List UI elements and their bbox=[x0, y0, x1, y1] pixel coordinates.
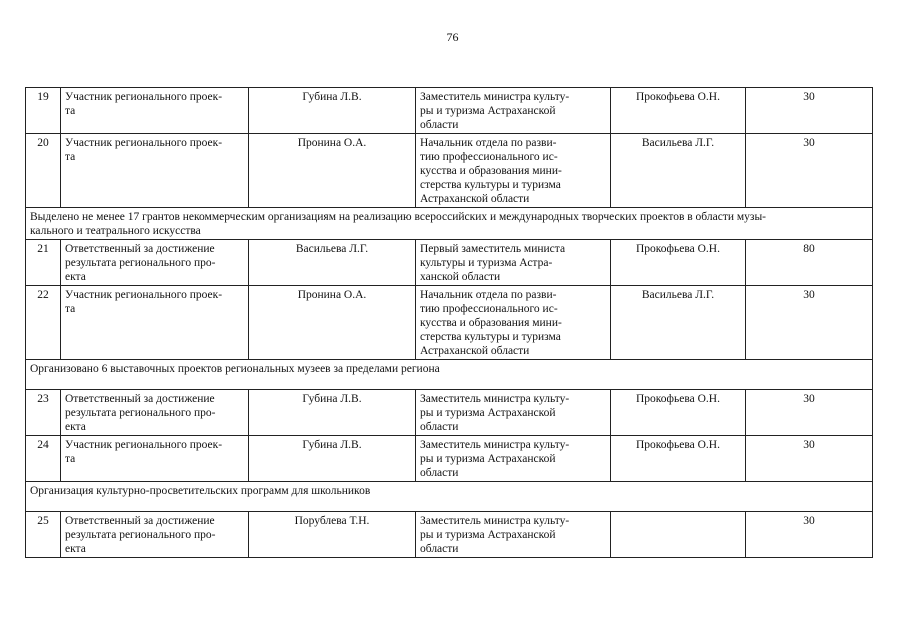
row-percent: 30 bbox=[746, 390, 873, 436]
row-position: Заместитель министра культу- ры и туризма Астраханской области bbox=[416, 390, 611, 436]
row-position: Первый заместитель министа культуры и туризма Астра- ханской области bbox=[416, 240, 611, 286]
responsibility-table bbox=[25, 87, 873, 558]
section-row bbox=[26, 360, 873, 390]
table-row bbox=[26, 88, 873, 134]
section-row bbox=[26, 208, 873, 240]
row-approver: Васильева Л.Г. bbox=[611, 286, 746, 360]
row-approver: Васильева Л.Г. bbox=[611, 134, 746, 208]
row-position: Начальник отдела по разви- тию профессионального ис- кусства и образования мини- стерства культуры и туризма Астраханской области bbox=[416, 286, 611, 360]
row-percent: 30 bbox=[746, 512, 873, 558]
table-row bbox=[26, 512, 873, 558]
row-position: Начальник отдела по разви- тию профессионального ис- кусства и образования мини- стерства культуры и туризма Астраханской области bbox=[416, 134, 611, 208]
section-heading: Организация культурно-просветительских программ для школьников bbox=[26, 482, 873, 512]
section-heading: Выделено не менее 17 грантов некоммерческим организациям на реализацию всероссийских и международных творческих проектов в области музы- кального и театрального искусства bbox=[26, 208, 873, 240]
table-row bbox=[26, 240, 873, 286]
row-name: Губина Л.В. bbox=[249, 88, 416, 134]
table-row bbox=[26, 134, 873, 208]
row-role: Участник регионального проек- та bbox=[61, 286, 249, 360]
row-percent: 30 bbox=[746, 436, 873, 482]
row-number: 24 bbox=[26, 436, 61, 482]
row-number: 20 bbox=[26, 134, 61, 208]
row-percent: 30 bbox=[746, 286, 873, 360]
row-name: Порублева Т.Н. bbox=[249, 512, 416, 558]
row-percent: 30 bbox=[746, 134, 873, 208]
page-number: 76 bbox=[446, 30, 459, 44]
row-role: Ответственный за достижение результата регионального про- екта bbox=[61, 512, 249, 558]
row-approver: Прокофьева О.Н. bbox=[611, 88, 746, 134]
row-role: Участник регионального проек- та bbox=[61, 88, 249, 134]
row-position: Заместитель министра культу- ры и туризма Астраханской области bbox=[416, 88, 611, 134]
section-row bbox=[26, 482, 873, 512]
section-heading: Организовано 6 выставочных проектов региональных музеев за пределами региона bbox=[26, 360, 873, 390]
row-position: Заместитель министра культу- ры и туризма Астраханской области bbox=[416, 436, 611, 482]
row-approver: Прокофьева О.Н. bbox=[611, 240, 746, 286]
row-name: Пронина О.А. bbox=[249, 286, 416, 360]
row-name: Губина Л.В. bbox=[249, 390, 416, 436]
row-role: Участник регионального проек- та bbox=[61, 436, 249, 482]
row-name: Пронина О.А. bbox=[249, 134, 416, 208]
row-role: Ответственный за достижение результата регионального про- екта bbox=[61, 240, 249, 286]
row-approver bbox=[611, 512, 746, 558]
row-percent: 80 bbox=[746, 240, 873, 286]
row-position: Заместитель министра культу- ры и туризма Астраханской области bbox=[416, 512, 611, 558]
row-approver: Прокофьева О.Н. bbox=[611, 390, 746, 436]
row-number: 23 bbox=[26, 390, 61, 436]
row-number: 25 bbox=[26, 512, 61, 558]
row-role: Участник регионального проек- та bbox=[61, 134, 249, 208]
row-number: 21 bbox=[26, 240, 61, 286]
table-row bbox=[26, 390, 873, 436]
row-approver: Прокофьева О.Н. bbox=[611, 436, 746, 482]
row-name: Васильева Л.Г. bbox=[249, 240, 416, 286]
row-number: 22 bbox=[26, 286, 61, 360]
row-percent: 30 bbox=[746, 88, 873, 134]
row-number: 19 bbox=[26, 88, 61, 134]
row-name: Губина Л.В. bbox=[249, 436, 416, 482]
row-role: Ответственный за достижение результата регионального про- екта bbox=[61, 390, 249, 436]
table-row bbox=[26, 436, 873, 482]
table-row bbox=[26, 286, 873, 360]
